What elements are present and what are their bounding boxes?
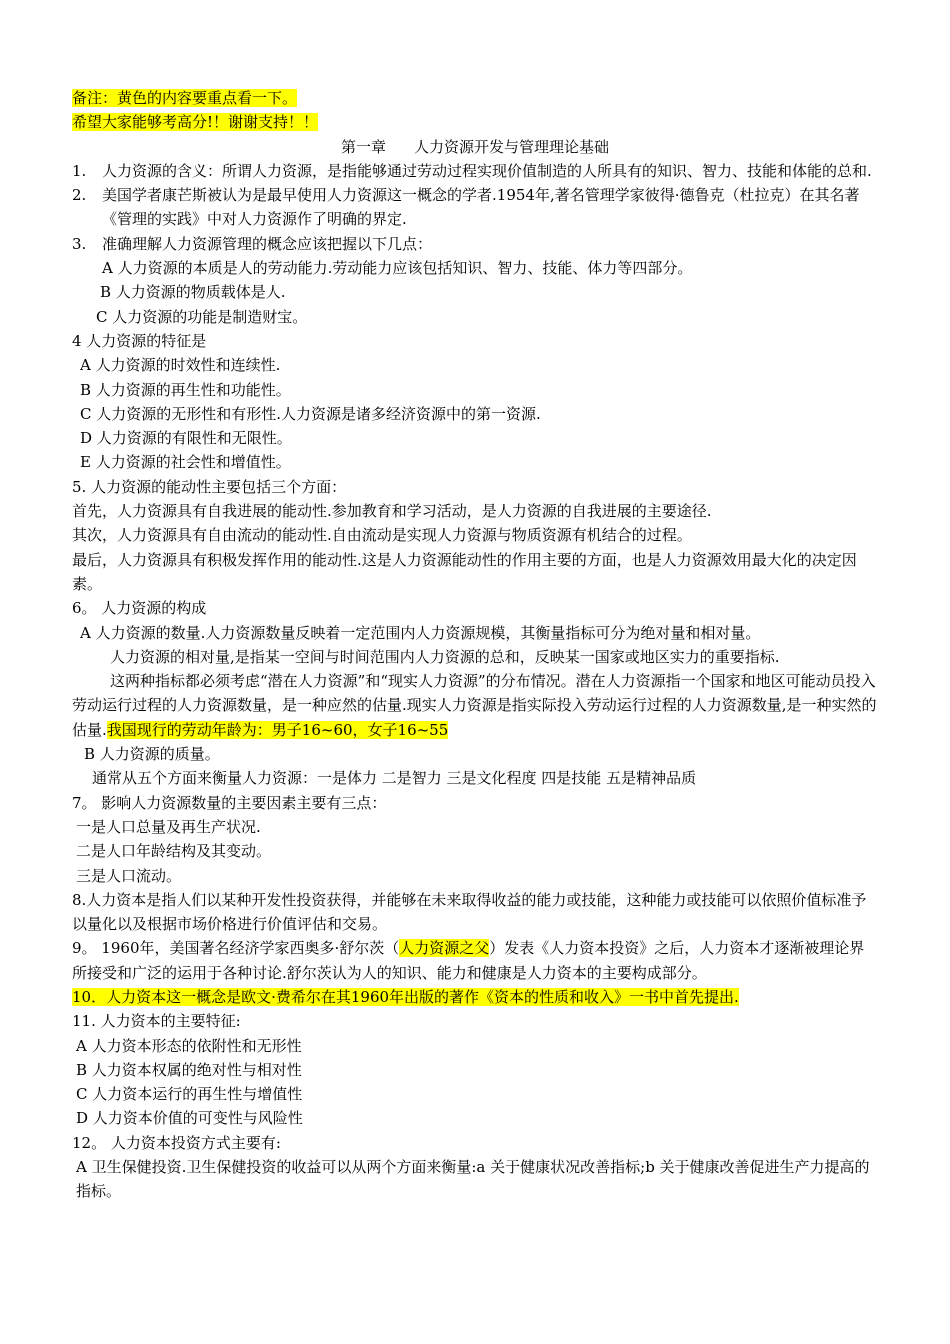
highlight: 我国现行的劳动年龄为：男子16~60，女子16~55 xyxy=(106,720,449,739)
item-4d: D 人力资源的有限性和无限性。 xyxy=(80,429,292,448)
item-4: 4 人力资源的特征是 xyxy=(72,331,207,350)
item-11a: A 人力资本形态的依附性和无形性 xyxy=(76,1036,302,1055)
item-5: 5. 人力资源的能动性主要包括三个方面： xyxy=(72,477,347,496)
item-number: 1. xyxy=(72,161,87,180)
item-6: 6。 人力资源的构成 xyxy=(72,599,207,618)
item-3a: A 人力资源的本质是人的劳动能力.劳动能力应该包括知识、智力、技能、体力等四部分。 xyxy=(102,259,693,278)
item-7: 7。 影响人力资源数量的主要因素主要有三点： xyxy=(72,793,387,812)
item-7b: 二是人口年龄结构及其变动。 xyxy=(76,842,272,861)
chapter-number: 第一章 xyxy=(340,137,386,156)
chapter-name: 人力资源开发与管理理论基础 xyxy=(414,137,610,156)
item-4a: A 人力资源的时效性和连续性. xyxy=(80,356,281,375)
item-5b: 其次，人力资源具有自由流动的能动性.自由流动是实现人力资源与物质资源有机结合的过程。 xyxy=(72,526,692,545)
item-6a-relative: 人力资源的相对量,是指某一空间与时间范围内人力资源的总和，反映某一国家或地区实力的重要指标. xyxy=(110,647,780,666)
item-3c: C 人力资源的功能是制造财宝。 xyxy=(96,307,308,326)
paragraph-text: 9。 1960年，美国著名经济学家西奥多·舒尔茨（ xyxy=(72,939,400,958)
highlight: 人力资源之父 xyxy=(399,939,490,958)
item-6a-indicators xyxy=(72,669,878,742)
item-9 xyxy=(72,936,878,985)
item-number: 3. xyxy=(72,234,87,253)
highlight: 备注：黄色的内容要重点看一下。 xyxy=(72,89,298,107)
note-line-2 xyxy=(72,110,878,134)
item-12: 12。 人力资本投资方式主要有: xyxy=(72,1133,281,1152)
item-2 xyxy=(72,183,878,232)
item-6b-dimensions: 通常从五个方面来衡量人力资源：一是体力 二是智力 三是文化程度 四是技能 五是精神品质 xyxy=(92,769,697,788)
item-4c: C 人力资源的无形性和有形性.人力资源是诸多经济资源中的第一资源. xyxy=(80,404,541,423)
highlight: 10．人力资本这一概念是欧文·费希尔在其1960年出版的著作《资本的性质和收入》一书中首先提出. xyxy=(72,987,739,1006)
chapter-title xyxy=(72,135,878,159)
item-6b: B 人力资源的质量。 xyxy=(84,745,220,764)
item-11: 11. 人力资本的主要特征: xyxy=(72,1012,241,1031)
document-page xyxy=(72,86,878,1204)
note-line-1 xyxy=(72,86,878,110)
item-3b: B 人力资源的物质载体是人. xyxy=(100,283,286,302)
item-text: 美国学者康芒斯被认为是最早使用人力资源这一概念的学者.1954年,著名管理学家彼得·德鲁克（杜拉克）在其名著《管理的实践》中对人力资源作了明确的界定. xyxy=(102,186,860,229)
item-number: 2. xyxy=(72,186,87,205)
item-4b: B 人力资源的再生性和功能性。 xyxy=(80,380,291,399)
item-5c: 最后，人力资源具有积极发挥作用的能动性.这是人力资源能动性的作用主要的方面，也是人力资源效用最大化的决定因素。 xyxy=(72,550,857,593)
item-11b: B 人力资本权属的绝对性与相对性 xyxy=(76,1060,302,1079)
item-7c: 三是人口流动。 xyxy=(76,866,182,885)
paragraph-text: ）发表《人力资本投资》之后，人力资本才逐渐被理论界所接受和广泛的运用于各种讨论.舒尔茨认为人的知识、能力和健康是人力资本的主要构成部分。 xyxy=(72,939,865,982)
item-7a: 一是人口总量及再生产状况. xyxy=(76,817,261,836)
item-10 xyxy=(72,985,878,1009)
item-1 xyxy=(72,159,878,183)
item-text: 准确理解人力资源管理的概念应该把握以下几点： xyxy=(102,234,433,253)
item-11c: C 人力资本运行的再生性与增值性 xyxy=(76,1085,303,1104)
item-3 xyxy=(72,232,878,256)
item-text: 人力资源的含义：所谓人力资源，是指能够通过劳动过程实现价值制造的人所具有的知识、智力、技能和体能的总和. xyxy=(102,161,872,180)
item-11d: D 人力资本价值的可变性与风险性 xyxy=(76,1109,303,1128)
item-5a: 首先，人力资源具有自我进展的能动性.参加教育和学习活动，是人力资源的自我进展的主要途径. xyxy=(72,502,712,521)
paragraph-text: 这两种指标都必须考虑“潜在人力资源”和“现实人力资源”的分布情况。潜在人力资源指一个国家和地区可能动员投入劳动运行过程的人力资源数量，是一种应然的估量.现实人力资源是指实际投入劳动运行过程的人力资源数量,是一种实然的估量. xyxy=(72,672,877,739)
item-12a: A 卫生保健投资.卫生保健投资的收益可以从两个方面来衡量:a 关于健康状况改善指标;b 关于健康改善促进生产力提高的指标。 xyxy=(76,1158,870,1201)
item-8: 8.人力资本是指人们以某种开发性投资获得，并能够在未来取得收益的能力或技能，这种能力或技能可以依照价值标准予以量化以及根据市场价格进行价值评估和交易。 xyxy=(72,890,867,934)
item-6a: A 人力资源的数量.人力资源数量反映着一定范围内人力资源规模，其衡量指标可分为绝对量和相对量。 xyxy=(80,623,761,642)
item-4e: E 人力资源的社会性和增值性。 xyxy=(80,453,291,472)
highlight: 希望大家能够考高分!！谢谢支持！！ xyxy=(72,113,319,132)
